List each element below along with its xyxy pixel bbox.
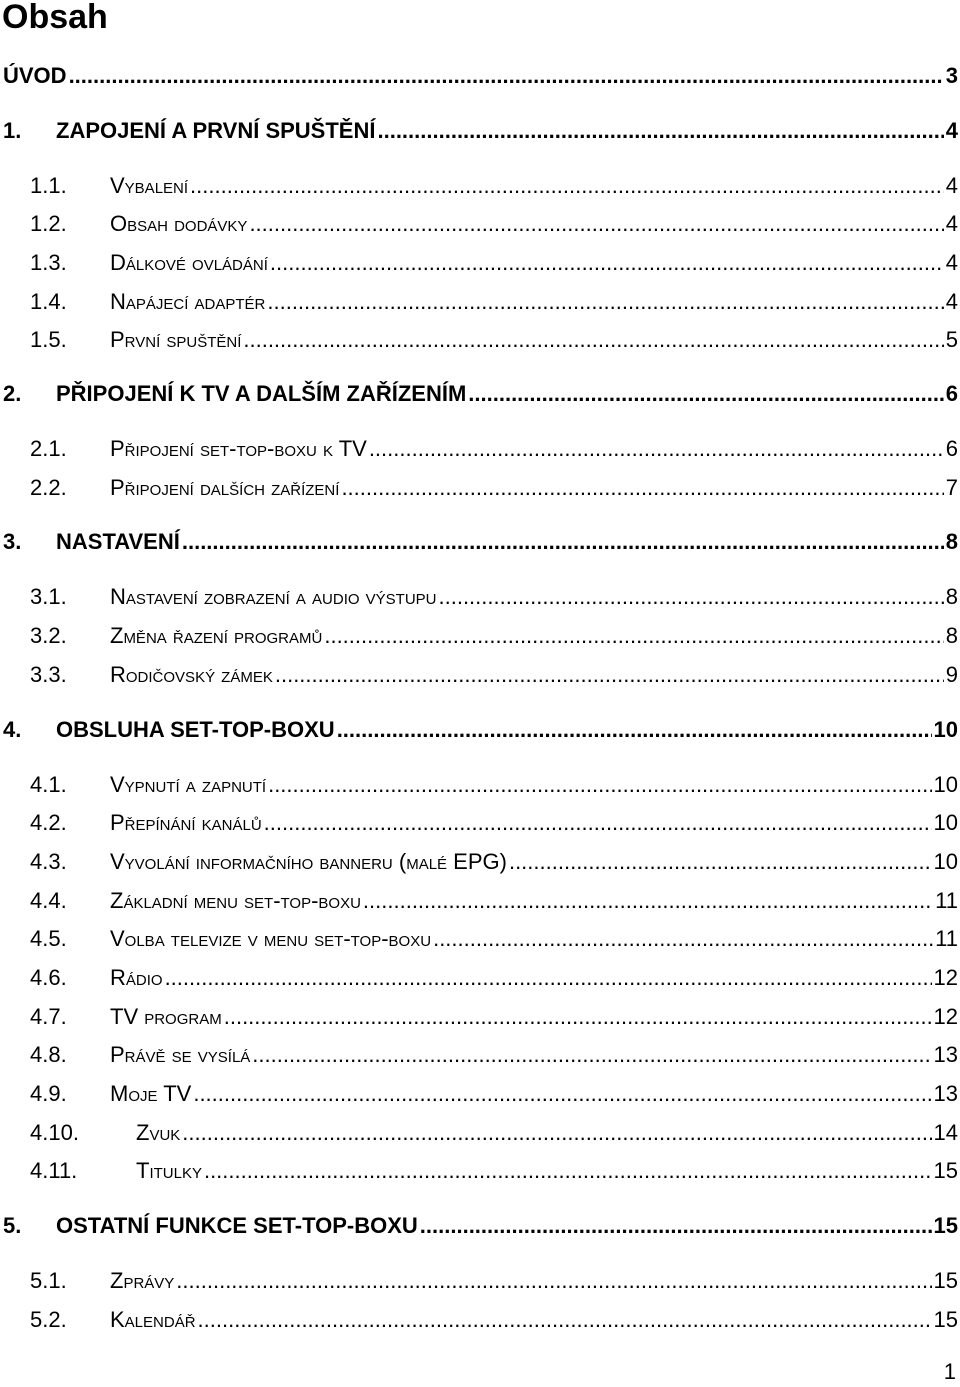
toc-entry-page: 12 (933, 965, 958, 990)
toc-entry-number: 4.4. (30, 888, 67, 913)
toc-entry-page: 13 (933, 1042, 958, 1067)
toc-entry-number: 4.10. (30, 1120, 79, 1145)
toc-entry-2[interactable] (0, 379, 960, 409)
toc-entry-label: První spuštění (110, 327, 242, 352)
toc-entry-page: 14 (933, 1120, 958, 1145)
toc-entry-page: 3 (945, 63, 958, 88)
toc-entry-page: 15 (933, 1213, 958, 1238)
toc-dot-leader (468, 379, 943, 409)
toc-entry-number: 2.2. (30, 475, 67, 500)
toc-entry-4-1[interactable] (0, 770, 960, 800)
toc-dot-leader (369, 434, 944, 464)
toc-entry-label: Rodičovský zámek (110, 662, 273, 687)
toc-entry-page: 11 (935, 926, 958, 951)
toc-dot-leader (270, 248, 944, 278)
toc-entry-5[interactable] (0, 1211, 960, 1241)
toc-entry-label: PŘIPOJENÍ K TV A DALŠÍM ZAŘÍZENÍM (56, 381, 467, 406)
toc-entry-page: 8 (945, 623, 958, 648)
toc-dot-leader (267, 287, 943, 317)
page-title: Obsah (2, 0, 108, 36)
toc-entry-number: 4.11. (30, 1158, 78, 1183)
toc-entry-2-2[interactable] (0, 473, 960, 503)
toc-entry-number: 4.1. (30, 772, 67, 797)
toc-entry-3-2[interactable] (0, 621, 960, 651)
toc-entry-1-1[interactable] (0, 171, 960, 201)
toc-entry-number: 1.2. (30, 211, 67, 236)
toc-entry-4-2[interactable] (0, 808, 960, 838)
toc-entry-page: 4 (945, 250, 958, 275)
toc-entry-number: 4.3. (30, 849, 67, 874)
toc-entry-page: 10 (933, 772, 958, 797)
toc-entry-page: 6 (945, 436, 958, 461)
toc-entry-1[interactable] (0, 116, 960, 146)
toc-entry-label: Zvuk (136, 1120, 181, 1145)
toc-entry-number: 1. (3, 118, 22, 143)
toc-entry-4-8[interactable] (0, 1040, 960, 1070)
toc-dot-leader (249, 209, 943, 239)
toc-dot-leader (264, 808, 932, 838)
toc-entry-label: Kalendář (110, 1307, 196, 1332)
toc-entry-1-5[interactable] (0, 325, 960, 355)
toc-entry-number: 4.8. (30, 1042, 67, 1067)
toc-entry-page: 10 (933, 717, 958, 742)
toc-entry-1-2[interactable] (0, 209, 960, 239)
toc-entry-number: 4.9. (30, 1081, 67, 1106)
toc-dot-leader (324, 621, 943, 651)
toc-entry-label: OBSLUHA SET-TOP-BOXU (56, 717, 335, 742)
toc-dot-leader (204, 1156, 932, 1186)
toc-entry-4-4[interactable] (0, 886, 960, 916)
toc-entry-page: 15 (933, 1268, 958, 1293)
toc-entry-4-5[interactable] (0, 924, 960, 954)
toc-entry-4-10[interactable] (0, 1118, 960, 1148)
toc-entry-label: Změna řazení programů (110, 623, 323, 648)
toc-entry-label: Přepínání kanálů (110, 810, 262, 835)
toc-entry-label: Dálkové ovládání (110, 250, 268, 275)
toc-dot-leader (165, 963, 932, 993)
toc-entry-label: Rádio (110, 965, 163, 990)
toc-entry-4-7[interactable] (0, 1002, 960, 1032)
toc-entry-page: 8 (945, 529, 958, 554)
toc-entry-page: 8 (945, 584, 958, 609)
toc-dot-leader (377, 116, 943, 146)
toc-entry-1-3[interactable] (0, 248, 960, 278)
toc-entry-number: 1.3. (30, 250, 67, 275)
toc-dot-leader (182, 527, 944, 557)
toc-entry-number: 3.3. (30, 662, 67, 687)
toc-entry-page: 5 (945, 327, 958, 352)
toc-entry-page: 10 (933, 849, 958, 874)
toc-entry-number: 2.1. (30, 436, 67, 461)
toc-dot-leader (509, 847, 932, 877)
toc-entry-label: ZAPOJENÍ A PRVNÍ SPUŠTĚNÍ (56, 118, 376, 143)
toc-entry-number: 1.5. (30, 327, 67, 352)
toc-entry-number: 5. (3, 1213, 22, 1238)
toc-entry-uvod[interactable] (0, 61, 960, 91)
toc-entry-number: 4. (3, 717, 22, 742)
toc-entry-label: Připojení set-top-boxu k TV (110, 436, 367, 461)
toc-entry-2-1[interactable] (0, 434, 960, 464)
toc-entry-number: 4.2. (30, 810, 67, 835)
toc-entry-label: Vypnutí a zapnutí (110, 772, 267, 797)
toc-entry-3-1[interactable] (0, 582, 960, 612)
toc-entry-page: 6 (945, 381, 958, 406)
toc-entry-label: Volba televize v menu set-top-boxu (110, 926, 432, 951)
toc-dot-leader (198, 1305, 932, 1335)
page-number: 1 (943, 1359, 956, 1384)
toc-entry-number: 1.4. (30, 289, 67, 314)
toc-entry-page: 12 (933, 1004, 958, 1029)
toc-entry-4-11[interactable] (0, 1156, 960, 1186)
toc-entry-3-3[interactable] (0, 660, 960, 690)
toc-entry-page: 7 (945, 475, 958, 500)
toc-entry-page: 9 (945, 662, 958, 687)
toc-entry-4[interactable] (0, 715, 960, 745)
toc-entry-number: 1.1. (30, 173, 67, 198)
toc-entry-label: OSTATNÍ FUNKCE SET-TOP-BOXU (56, 1213, 418, 1238)
toc-entry-page: 11 (935, 888, 958, 913)
toc-entry-number: 5.2. (30, 1307, 67, 1332)
toc-entry-page: 4 (945, 289, 958, 314)
toc-dot-leader (363, 886, 933, 916)
toc-dot-leader (182, 1118, 931, 1148)
toc-dot-leader (433, 924, 933, 954)
toc-dot-leader (439, 582, 944, 612)
toc-entry-label: NASTAVENÍ (56, 529, 180, 554)
toc-entry-label: Napájecí adaptér (110, 289, 266, 314)
toc-entry-number: 3.1. (30, 584, 67, 609)
toc-entry-label: Nastavení zobrazení a audio výstupu (110, 584, 437, 609)
toc-entry-page: 4 (945, 211, 958, 236)
toc-dot-leader (275, 660, 944, 690)
toc-entry-page: 4 (945, 173, 958, 198)
toc-dot-leader (190, 171, 944, 201)
toc-entry-label: Zprávy (110, 1268, 175, 1293)
toc-entry-page: 10 (933, 810, 958, 835)
toc-entry-number: 4.5. (30, 926, 67, 951)
toc-dot-leader (243, 325, 943, 355)
toc-entry-page: 13 (933, 1081, 958, 1106)
toc-entry-page: 15 (933, 1158, 958, 1183)
toc-entry-number: 3. (3, 529, 22, 554)
toc-entry-number: 4.7. (30, 1004, 67, 1029)
toc-entry-number: 5.1. (30, 1268, 67, 1293)
toc-entry-4-9[interactable] (0, 1079, 960, 1109)
toc-dot-leader (268, 770, 931, 800)
toc-entry-4-6[interactable] (0, 963, 960, 993)
toc-dot-leader (176, 1266, 931, 1296)
toc-entry-4-3[interactable] (0, 847, 960, 877)
toc-dot-leader (420, 1211, 932, 1241)
toc-entry-label: Titulky (136, 1158, 202, 1183)
toc-entry-label: Vybalení (110, 173, 189, 198)
toc-entry-number: 2. (3, 381, 22, 406)
toc-entry-number: 3.2. (30, 623, 67, 648)
toc-dot-leader (69, 61, 944, 91)
toc-entry-3[interactable] (0, 527, 960, 557)
toc-entry-number: 4.6. (30, 965, 67, 990)
toc-dot-leader (224, 1002, 932, 1032)
toc-dot-leader (193, 1079, 931, 1109)
toc-entry-label: Moje TV (110, 1081, 192, 1106)
toc-entry-label: Základní menu set-top-boxu (110, 888, 361, 913)
toc-entry-label: Obsah dodávky (110, 211, 248, 236)
toc-dot-leader (252, 1040, 931, 1070)
toc-dot-leader (337, 715, 932, 745)
toc-entry-label: ÚVOD (3, 63, 67, 88)
toc-entry-1-4[interactable] (0, 287, 960, 317)
toc-entry-page: 4 (945, 118, 958, 143)
toc-entry-5-1[interactable] (0, 1266, 960, 1296)
toc-entry-label: Právě se vysílá (110, 1042, 251, 1067)
toc-entry-label: Vyvolání informačního banneru (malé EPG) (110, 849, 507, 874)
toc-entry-5-2[interactable] (0, 1305, 960, 1335)
toc-entry-page: 15 (933, 1307, 958, 1332)
toc-entry-label: TV program (110, 1004, 222, 1029)
toc-entry-label: Připojení dalších zařízení (110, 475, 340, 500)
toc-dot-leader (341, 473, 943, 503)
